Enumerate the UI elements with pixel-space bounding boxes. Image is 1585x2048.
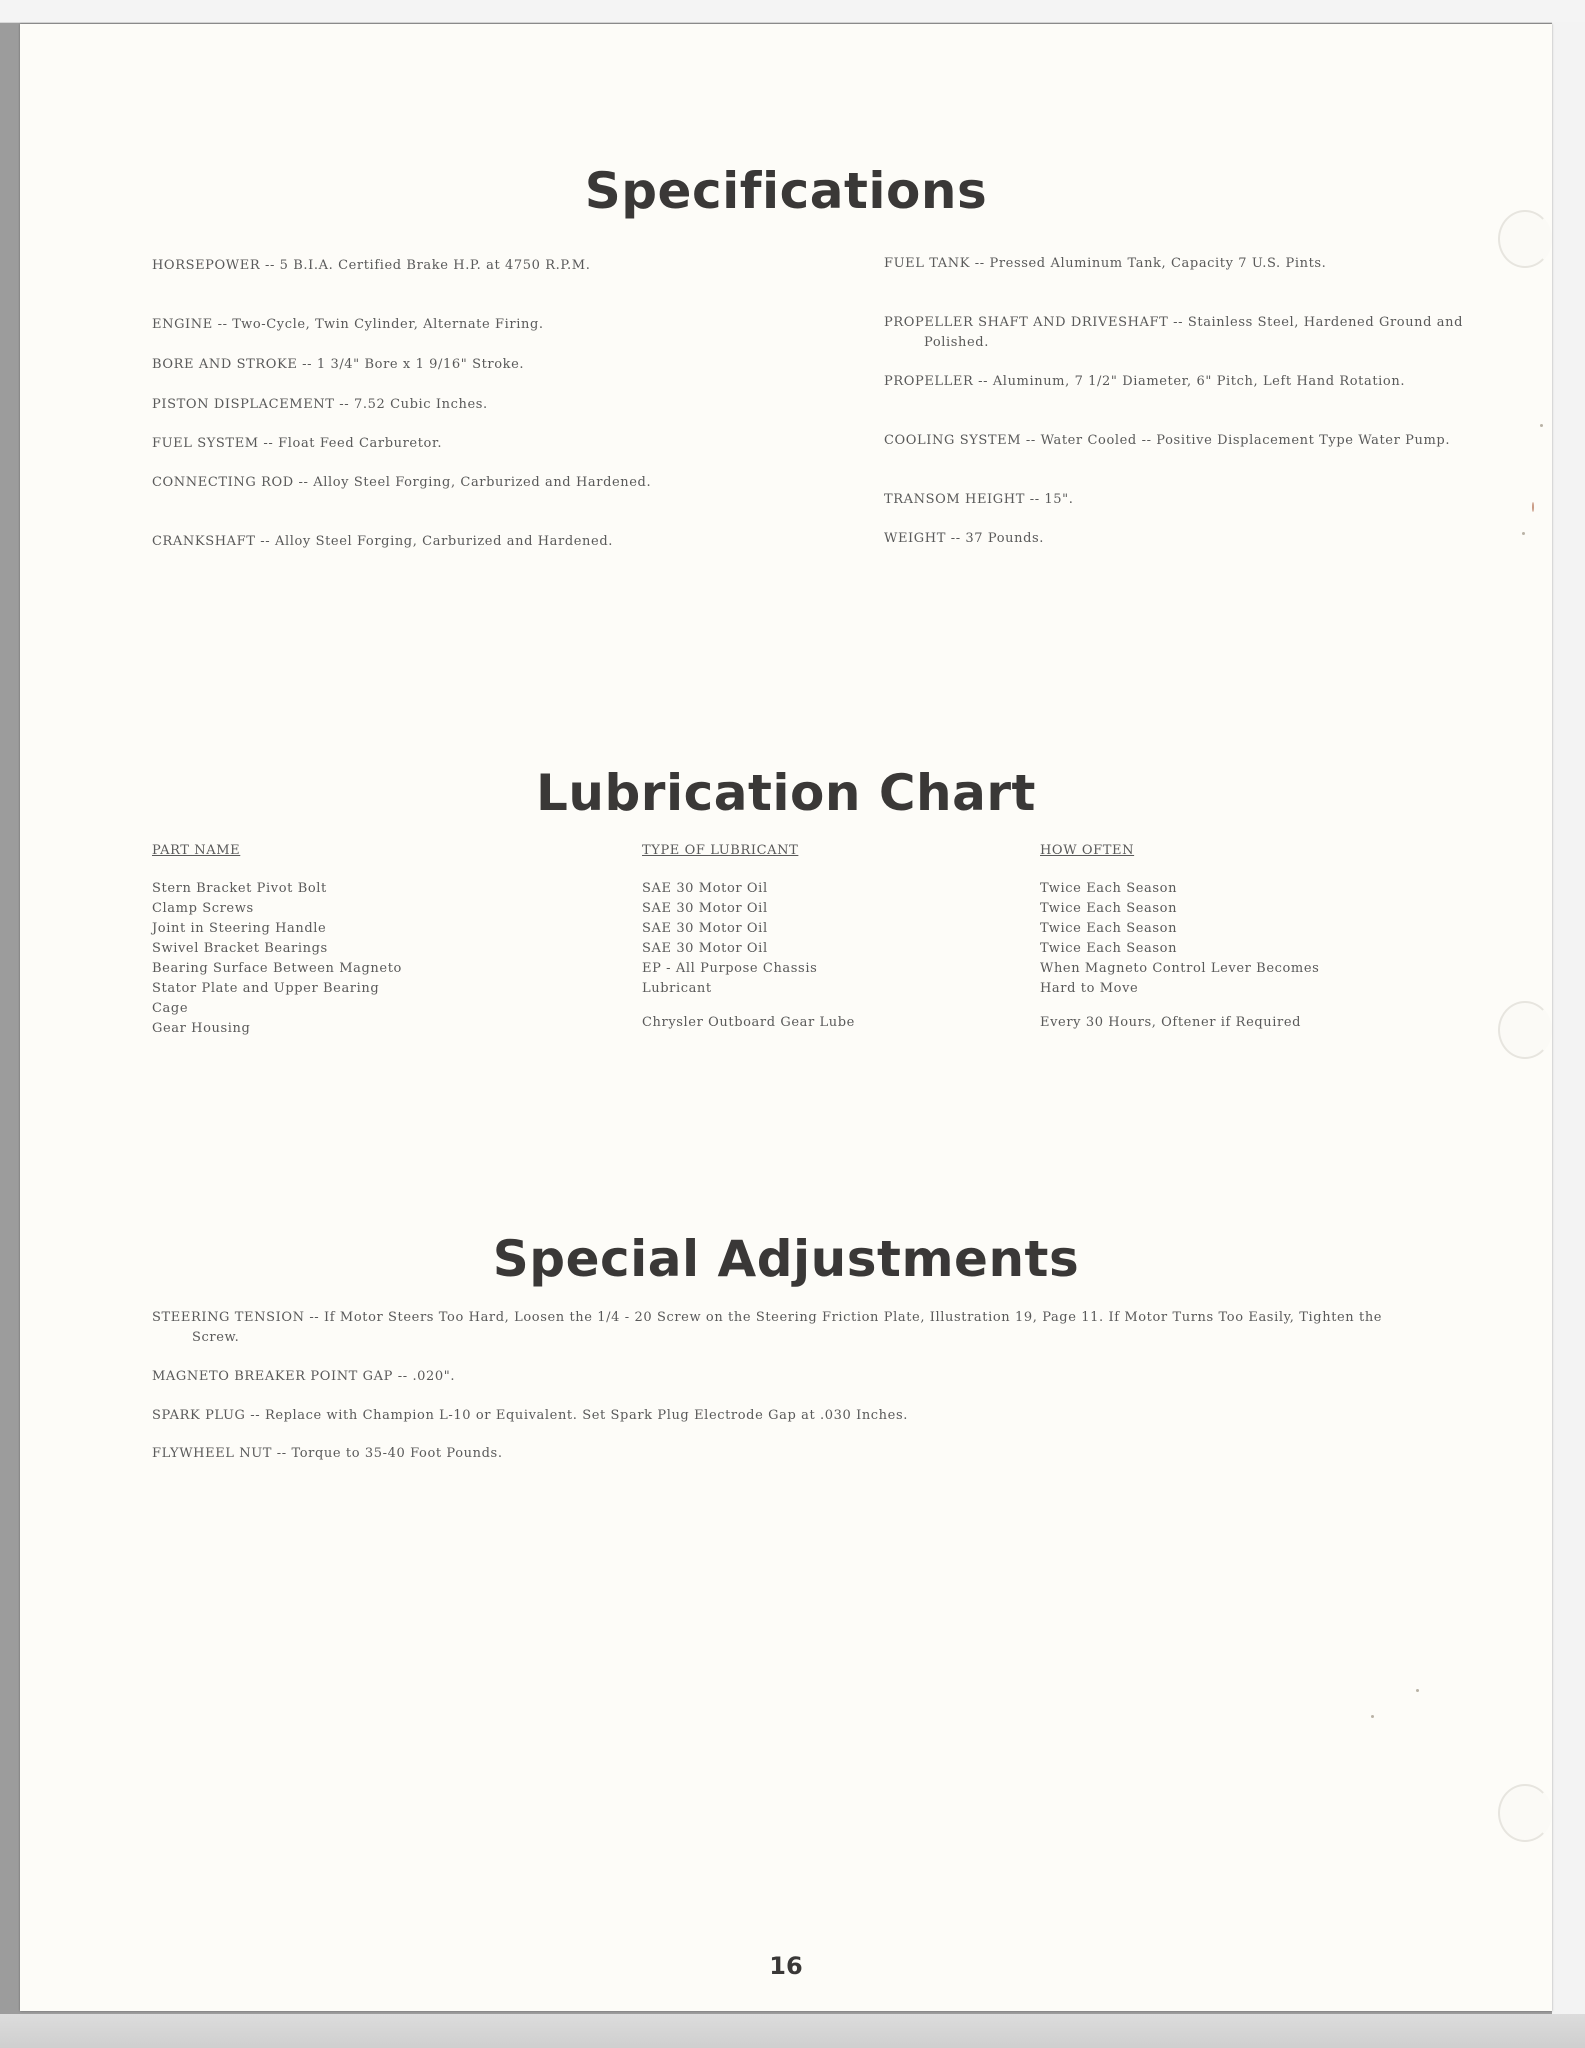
spec-fuel-tank: FUEL TANK -- Pressed Aluminum Tank, Capacity 7 U.S. Pints. xyxy=(884,256,1327,271)
adjustment-flywheel-nut: FLYWHEEL NUT -- Torque to 35-40 Foot Pounds. xyxy=(152,1446,503,1461)
spec-propeller: PROPELLER -- Aluminum, 7 1/2" Diameter, 6" Pitch, Left Hand Rotation. xyxy=(884,374,1406,389)
how-often-item: Every 30 Hours, Oftener if Required xyxy=(1040,1015,1302,1030)
how-often-item: Twice Each Season xyxy=(1040,881,1178,896)
spec-engine: ENGINE -- Two-Cycle, Twin Cylinder, Alternate Firing. xyxy=(152,317,544,332)
part-name-list xyxy=(152,879,402,1039)
lubricant-type-list xyxy=(642,879,817,999)
lubrication-chart-heading: Lubrication Chart xyxy=(536,764,1036,822)
lubricant-type-item: EP - All Purpose Chassis xyxy=(642,961,818,976)
spec-piston-displacement: PISTON DISPLACEMENT -- 7.52 Cubic Inches. xyxy=(152,397,488,412)
how-often-header: HOW OFTEN xyxy=(1040,843,1135,858)
spec-cooling-system: COOLING SYSTEM -- Water Cooled -- Positive Displacement Type Water Pump. xyxy=(884,433,1451,448)
part-name-item: Joint in Steering Handle xyxy=(152,921,327,936)
how-often-item: Hard to Move xyxy=(1040,981,1139,996)
viewer-top-bar xyxy=(0,0,1585,23)
part-name-item: Clamp Screws xyxy=(152,901,254,916)
viewer-bottom-bar xyxy=(0,2014,1585,2048)
how-often-item: Twice Each Season xyxy=(1040,901,1178,916)
how-often-item: When Magneto Control Lever Becomes xyxy=(1040,961,1320,976)
spec-bore-stroke: BORE AND STROKE -- 1 3/4" Bore x 1 9/16" Stroke. xyxy=(152,357,525,372)
page-number: 16 xyxy=(769,1952,803,1980)
part-name-item: Stator Plate and Upper Bearing xyxy=(152,981,380,996)
paper-speck xyxy=(1522,532,1525,535)
punch-hole-middle xyxy=(1498,1001,1552,1059)
paper-speck xyxy=(1532,502,1534,512)
specifications-heading: Specifications xyxy=(584,162,988,220)
viewer-right-gutter xyxy=(1552,22,1585,2014)
part-name-item: Stern Bracket Pivot Bolt xyxy=(152,881,327,896)
how-often-item: Twice Each Season xyxy=(1040,921,1178,936)
punch-hole-bottom xyxy=(1498,1784,1552,1842)
part-name-item: Gear Housing xyxy=(152,1021,251,1036)
spec-crankshaft: CRANKSHAFT -- Alloy Steel Forging, Carburized and Hardened. xyxy=(152,534,613,549)
spec-connecting-rod: CONNECTING ROD -- Alloy Steel Forging, Carburized and Hardened. xyxy=(152,475,652,490)
spec-fuel-system: FUEL SYSTEM -- Float Feed Carburetor. xyxy=(152,436,443,451)
part-name-item: Swivel Bracket Bearings xyxy=(152,941,328,956)
lubricant-type-item: SAE 30 Motor Oil xyxy=(642,941,768,956)
how-often-item: Twice Each Season xyxy=(1040,941,1178,956)
lubricant-type-item: SAE 30 Motor Oil xyxy=(642,881,768,896)
lubricant-type-item: Lubricant xyxy=(642,981,712,996)
paper-speck xyxy=(1540,424,1543,427)
document-page xyxy=(20,24,1552,2011)
adjustment-magneto-gap: MAGNETO BREAKER POINT GAP -- .020". xyxy=(152,1369,456,1384)
paper-speck xyxy=(1416,1689,1419,1692)
lubricant-type-item: SAE 30 Motor Oil xyxy=(642,921,768,936)
part-name-header: PART NAME xyxy=(152,843,241,858)
adjustment-spark-plug: SPARK PLUG -- Replace with Champion L-10 or Equivalent. Set Spark Plug Electrode Gap at .030 Inches. xyxy=(152,1408,908,1423)
adjustment-steering-tension: STEERING TENSION -- If Motor Steers Too Hard, Loosen the 1/4 - 20 Screw on the Steering Friction Plate, Illustration 19, Page 11. If Motor Turns Too Easily, Tighten the Screw. xyxy=(152,1310,1383,1345)
spec-horsepower: HORSEPOWER -- 5 B.I.A. Certified Brake H.P. at 4750 R.P.M. xyxy=(152,258,591,273)
lubricant-type-header: TYPE OF LUBRICANT xyxy=(642,843,799,858)
paper-speck xyxy=(1371,1715,1374,1718)
lubricant-type-item: Chrysler Outboard Gear Lube xyxy=(642,1015,855,1030)
part-name-item: Cage xyxy=(152,1001,189,1016)
how-often-list xyxy=(1040,879,1319,999)
spec-propeller-shaft: PROPELLER SHAFT AND DRIVESHAFT -- Stainless Steel, Hardened Ground and Polished. xyxy=(884,315,1464,350)
part-name-item: Bearing Surface Between Magneto xyxy=(152,961,402,976)
spec-transom-height: TRANSOM HEIGHT -- 15". xyxy=(884,492,1074,507)
spec-weight: WEIGHT -- 37 Pounds. xyxy=(884,531,1045,546)
special-adjustments-heading: Special Adjustments xyxy=(492,1230,1080,1288)
lubricant-type-item: SAE 30 Motor Oil xyxy=(642,901,768,916)
